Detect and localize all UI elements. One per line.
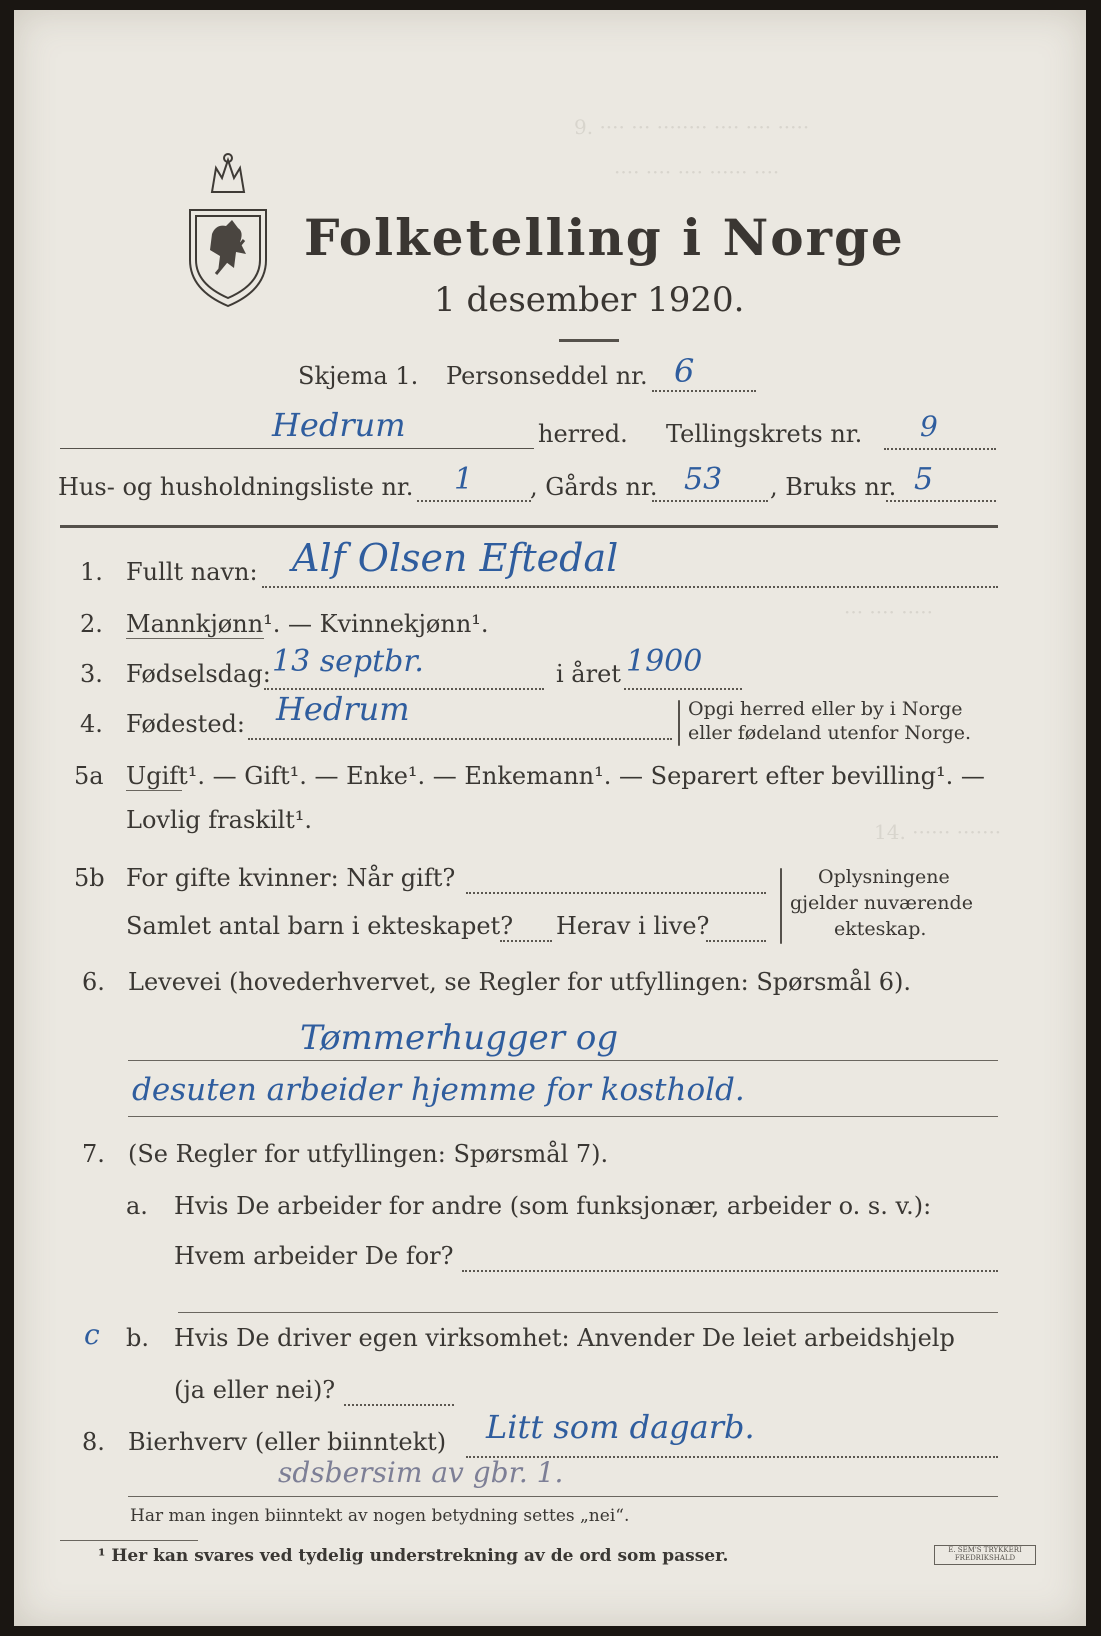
birthplace-line bbox=[248, 738, 672, 740]
q3-number: 3. bbox=[80, 660, 103, 688]
birthday-value[interactable]: 13 septbr. bbox=[272, 644, 424, 679]
hus-label: Hus- og husholdningsliste nr. bbox=[58, 473, 414, 501]
gards-line bbox=[652, 500, 768, 502]
q5b-number: 5b bbox=[74, 864, 105, 892]
birthplace-value[interactable]: Hedrum bbox=[276, 690, 410, 728]
herred-value[interactable]: Hedrum bbox=[272, 406, 406, 444]
q7a-question: Hvis De arbeider for andre (som funksjonær, arbeider o. s. v.): bbox=[174, 1192, 932, 1220]
q7a-letter: a. bbox=[126, 1192, 148, 1220]
hired-help-line bbox=[344, 1404, 454, 1406]
full-name-value[interactable]: Alf Olsen Eftedal bbox=[292, 536, 619, 580]
gards-label: , Gårds nr. bbox=[530, 473, 658, 501]
birthplace-note-line2: eller fødeland utenfor Norge. bbox=[688, 722, 972, 744]
show-through-text: ··· ···· ····· bbox=[844, 600, 934, 624]
side-income-note: Har man ingen biinntekt av nogen betydning settes „nei“. bbox=[130, 1506, 630, 1526]
show-through-text: 9. ···· ··· ········ ···· ···· ····· bbox=[574, 115, 810, 139]
printer-stamp-line1: E. SEM'S TRYKKERI bbox=[948, 1546, 1022, 1554]
personseddel-value[interactable]: 6 bbox=[674, 352, 695, 390]
bruks-line bbox=[886, 500, 996, 502]
census-form-sheet bbox=[14, 10, 1086, 1626]
printer-stamp bbox=[934, 1545, 1036, 1565]
q6-number: 6. bbox=[82, 968, 105, 996]
q7b-question: Hvis De driver egen virksomhet: Anvender De leiet arbeidshjelp bbox=[174, 1324, 955, 1352]
census-date: 1 desember 1920. bbox=[434, 280, 745, 320]
marital-status-options-line2: Lovlig fraskilt¹. bbox=[126, 806, 313, 834]
marriage-note-line2: gjelder nuværende bbox=[790, 892, 973, 914]
header-separator bbox=[60, 525, 998, 528]
q4-label: Fødested: bbox=[126, 710, 245, 738]
marital-status-options: Ugift¹. — Gift¹. — Enke¹. — Enkemann¹. — Separert efter bevilling¹. — bbox=[126, 762, 985, 790]
q1-number: 1. bbox=[80, 558, 103, 586]
side-income-line-2 bbox=[128, 1496, 998, 1497]
q1-label: Fullt navn: bbox=[126, 558, 258, 586]
ugift-underline bbox=[126, 790, 182, 791]
bruks-value[interactable]: 5 bbox=[914, 462, 934, 497]
q8-number: 8. bbox=[82, 1428, 105, 1456]
occupation-label: Levevei (hovederhvervet, se Regler for utfyllingen: Spørsmål 6). bbox=[128, 968, 912, 996]
employer-line bbox=[462, 1270, 998, 1272]
form-title: Folketelling i Norge bbox=[304, 208, 905, 267]
title-underline bbox=[559, 339, 619, 342]
q7b-letter: b. bbox=[126, 1324, 149, 1352]
bruks-label: , Bruks nr. bbox=[770, 473, 897, 501]
q7-label: (Se Regler for utfyllingen: Spørsmål 7). bbox=[128, 1140, 609, 1168]
employer-line-2 bbox=[178, 1312, 998, 1313]
gards-value[interactable]: 53 bbox=[684, 462, 723, 497]
q1-line bbox=[262, 586, 998, 588]
hus-line bbox=[417, 500, 531, 502]
mannkjonn-underline bbox=[126, 638, 264, 639]
side-income-value[interactable]: Litt som dagarb. bbox=[486, 1408, 755, 1446]
occupation-value-2[interactable]: desuten arbeider hjemme for kosthold. bbox=[132, 1072, 745, 1108]
sex-options: Mannkjønn¹. — Kvinnekjønn¹. bbox=[126, 610, 489, 638]
employer-label: Hvem arbeider De for? bbox=[174, 1242, 454, 1270]
occupation-value-1[interactable]: Tømmerhugger og bbox=[300, 1018, 619, 1058]
q4-number: 4. bbox=[80, 710, 103, 738]
herred-line bbox=[60, 448, 534, 449]
hired-help-label: (ja eller nei)? bbox=[174, 1376, 336, 1404]
marriage-note-line1: Oplysningene bbox=[818, 866, 950, 888]
tellingskrets-value[interactable]: 9 bbox=[920, 410, 938, 443]
side-income-value-2[interactable]: sdsbersim av gbr. 1. bbox=[278, 1456, 564, 1489]
norwegian-lion-coat-of-arms-icon bbox=[182, 150, 274, 310]
occupation-line-1 bbox=[128, 1060, 998, 1061]
show-through-text: ···· ···· ···· ······ ···· bbox=[614, 160, 780, 184]
children-alive-line bbox=[706, 940, 766, 942]
schema-label: Skjema 1. bbox=[298, 362, 419, 390]
tellingskrets-label: Tellingskrets nr. bbox=[666, 420, 863, 448]
q7-number: 7. bbox=[82, 1140, 105, 1168]
tellingskrets-line bbox=[884, 448, 996, 450]
year-line bbox=[624, 688, 742, 690]
q5a-number: 5a bbox=[74, 762, 104, 790]
hus-value[interactable]: 1 bbox=[454, 462, 474, 497]
herred-label: herred. bbox=[538, 420, 628, 448]
birth-year-value[interactable]: 1900 bbox=[626, 644, 703, 679]
children-alive-label: Herav i live? bbox=[556, 912, 710, 940]
side-income-label: Bierhverv (eller biinntekt) bbox=[128, 1428, 447, 1456]
q2-number: 2. bbox=[80, 610, 103, 638]
marriage-note-line3: ekteskap. bbox=[834, 918, 927, 940]
married-date-line bbox=[466, 892, 766, 894]
printer-stamp-line2: FREDRIKSHALD bbox=[954, 1554, 1016, 1562]
birthplace-note-line1: Opgi herred eller by i Norge bbox=[688, 698, 963, 720]
occupation-line-2 bbox=[128, 1116, 998, 1117]
q3-label: Fødselsdag: bbox=[126, 660, 271, 688]
birthplace-note-brace bbox=[678, 700, 680, 746]
footnote: ¹ Her kan svares ved tydelig understrekning av de ord som passer. bbox=[98, 1546, 729, 1566]
show-through-text: 14. ······ ······· bbox=[874, 820, 1002, 844]
footnote-separator bbox=[60, 1540, 198, 1541]
year-label: i året bbox=[556, 660, 621, 688]
personseddel-label: Personseddel nr. bbox=[446, 362, 648, 390]
children-total-label: Samlet antal barn i ekteskapet? bbox=[126, 912, 514, 940]
q7b-margin-mark: c bbox=[84, 1318, 100, 1351]
marriage-note-brace bbox=[780, 868, 782, 944]
married-date-label: For gifte kvinner: Når gift? bbox=[126, 864, 456, 892]
personseddel-line bbox=[652, 390, 756, 392]
children-total-line bbox=[500, 940, 552, 942]
